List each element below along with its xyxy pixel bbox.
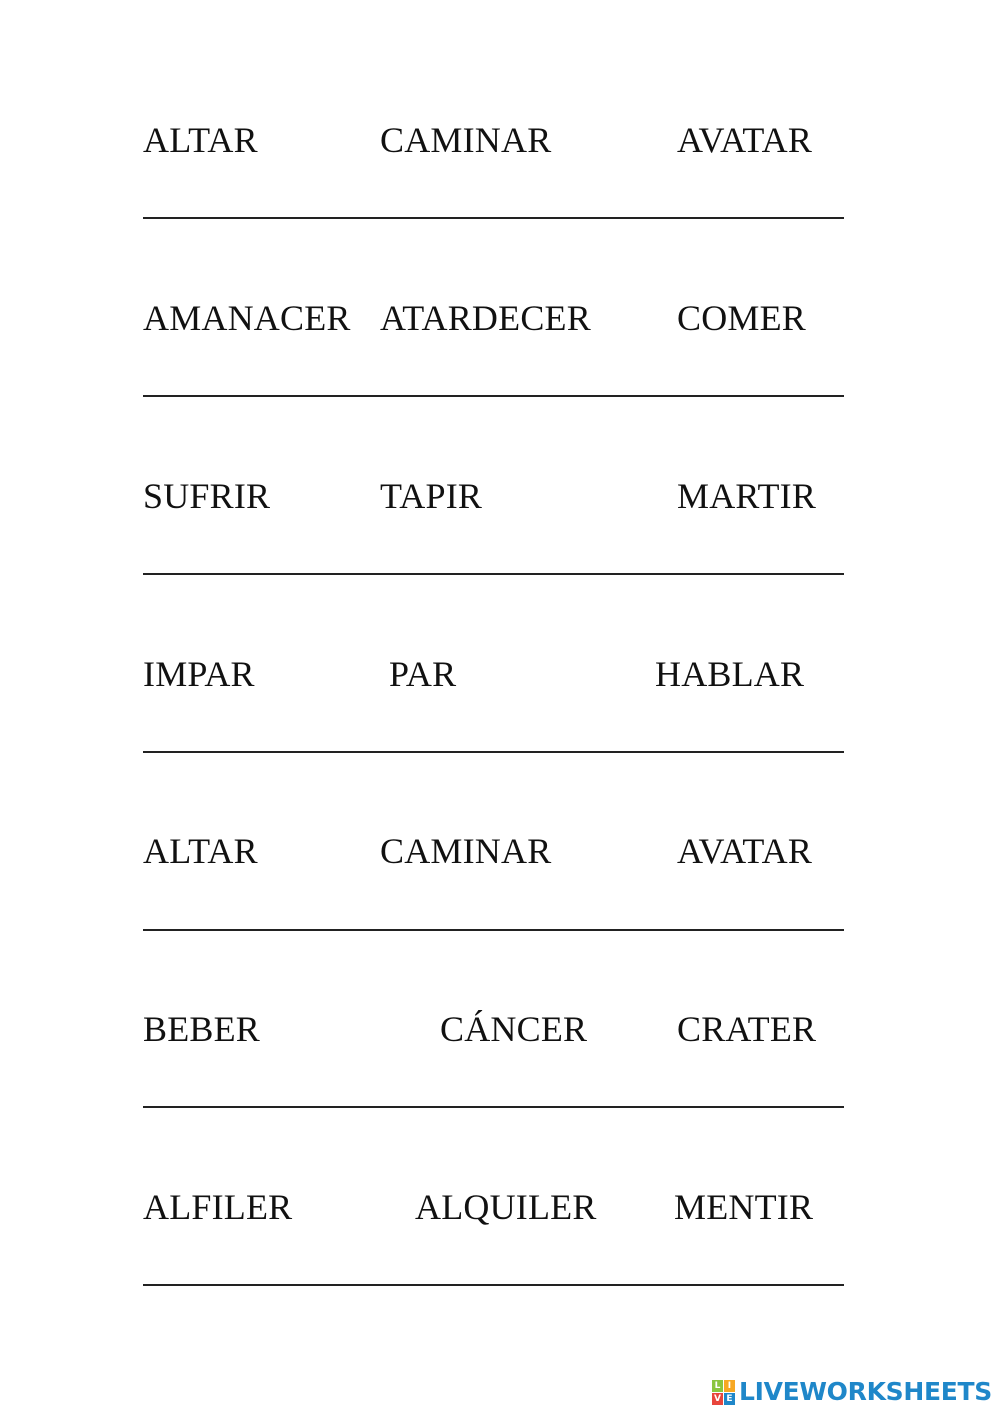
answer-line-row3[interactable] (143, 573, 844, 575)
word-row2-col1: AMANACER (143, 298, 351, 338)
word-row2-col2: ATARDECER (380, 298, 591, 338)
answer-line-row6[interactable] (143, 1106, 844, 1108)
answer-line-row4[interactable] (143, 751, 844, 753)
logo-mark-letter: I (724, 1380, 735, 1392)
word-row6-col3: CRATER (677, 1009, 817, 1049)
logo-mark-letter: L (712, 1380, 723, 1392)
liveworksheets-logo-icon (712, 1380, 735, 1405)
logo-mark-letter: V (712, 1393, 723, 1405)
word-row1-col1: ALTAR (143, 120, 258, 160)
word-row2-col3: COMER (677, 298, 807, 338)
word-row6-col1: BEBER (143, 1009, 261, 1049)
liveworksheets-logo (712, 1377, 992, 1407)
word-row4-col2: PAR (389, 654, 457, 694)
logo-wordmark: LIVEWORKSHEETS (738, 1377, 992, 1406)
word-row1-col2: CAMINAR (380, 120, 552, 160)
word-row5-col1: ALTAR (143, 831, 258, 871)
word-row7-col1: ALFILER (143, 1187, 293, 1227)
word-row6-col2: CÁNCER (440, 1009, 588, 1049)
word-row3-col1: SUFRIR (143, 476, 271, 516)
word-row5-col3: AVATAR (677, 831, 813, 871)
word-row1-col3: AVATAR (677, 120, 813, 160)
answer-line-row7[interactable] (143, 1284, 844, 1286)
logo-mark-letter: E (724, 1393, 735, 1405)
answer-line-row1[interactable] (143, 217, 844, 219)
word-row7-col2: ALQUILER (415, 1187, 597, 1227)
word-row4-col3: HABLAR (655, 654, 805, 694)
answer-line-row2[interactable] (143, 395, 844, 397)
word-row4-col1: IMPAR (143, 654, 255, 694)
answer-line-row5[interactable] (143, 929, 844, 931)
word-row3-col2: TAPIR (380, 476, 483, 516)
word-row3-col3: MARTIR (677, 476, 817, 516)
word-row7-col3: MENTIR (674, 1187, 814, 1227)
word-row5-col2: CAMINAR (380, 831, 552, 871)
